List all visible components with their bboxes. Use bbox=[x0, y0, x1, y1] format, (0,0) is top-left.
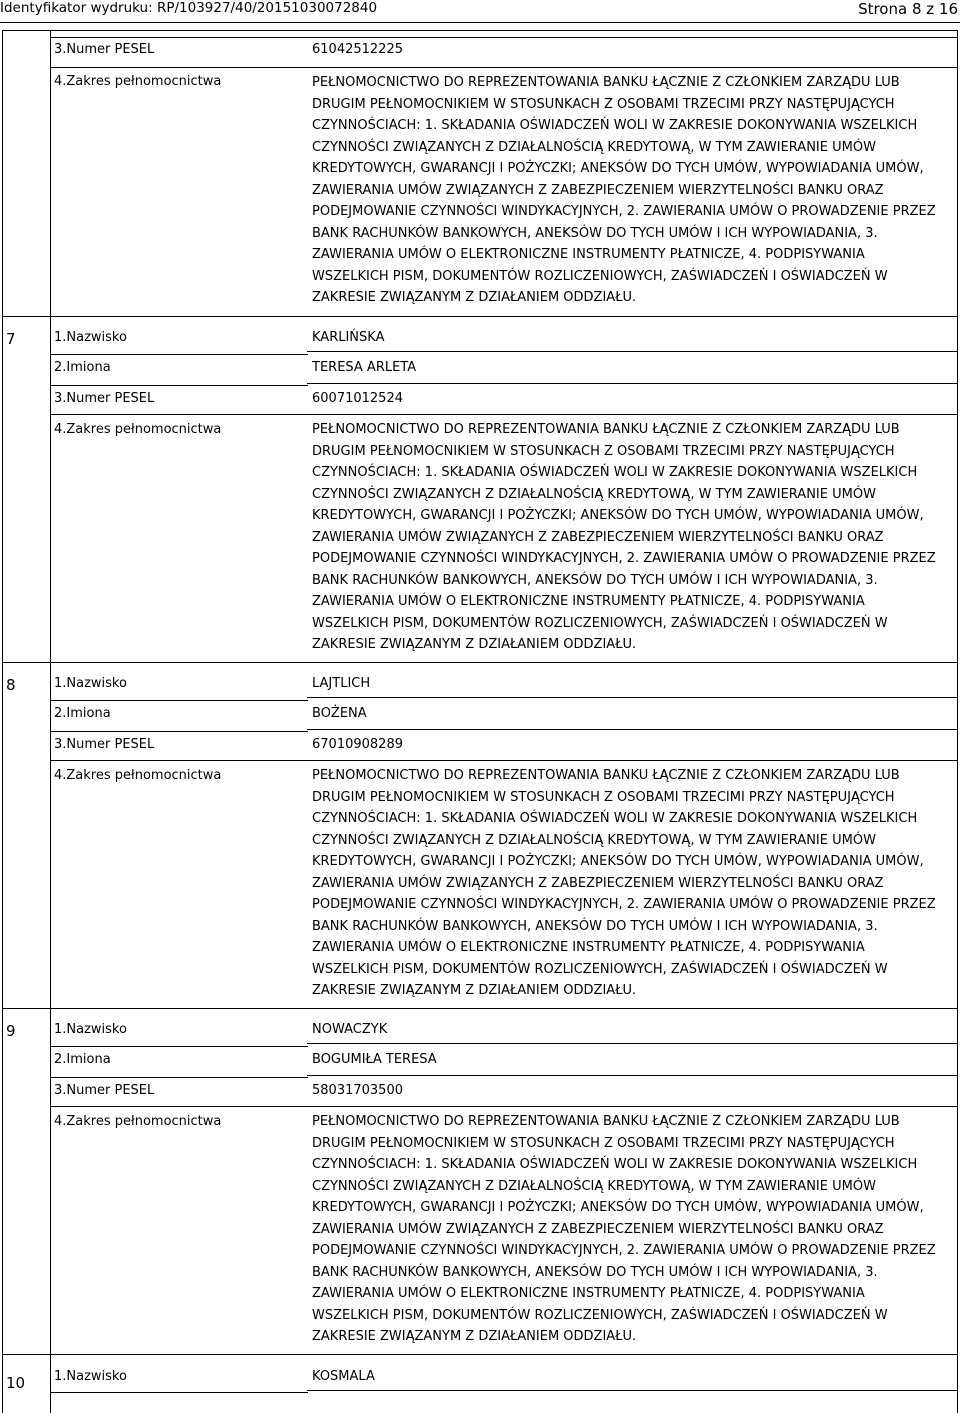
pesel-label: 3.Numer PESEL bbox=[54, 42, 155, 57]
row-divider bbox=[50, 700, 308, 701]
pesel-label: 3.Numer PESEL bbox=[54, 391, 155, 406]
surname-value: KOSMALA bbox=[312, 1369, 375, 1384]
scope-label: 4.Zakres pełnomocnictwa bbox=[54, 1114, 222, 1129]
row-divider bbox=[50, 1106, 957, 1107]
pesel-value: 61042512225 bbox=[312, 42, 403, 57]
outer-right-border bbox=[957, 30, 958, 1413]
scope-text: PEŁNOMOCNICTWO DO REPREZENTOWANIA BANKU ŁĄCZNIE Z CZŁONKIEM ZARZĄDU LUB DRUGIM PEŁNOMOCNIKIEM W STOSUNKACH Z OSOBAMI TRZECIMI PRZY NASTĘPUJĄCYCH CZYNNOŚCIACH: 1. SKŁADANIA OŚWIADCZEŃ WOLI W ZAKRESIE DOKONYWANIA WSZELKICH CZYNNOŚCI ZWIĄZANYCH Z DZIAŁALNOŚCIĄ KREDYTOWĄ, W TYM ZAWIERANIE UMÓW KREDYTOWYCH, GWARANCJI I POŻYCZKI; ANEKSÓW DO TYCH UMÓW, WYPOWIADANIA UMÓW, ZAWIERANIA UMÓW ZWIĄZANYCH Z ZABEZPIECZENIEM WIERZYTELNOŚCI BANKU ORAZ PODEJMOWANIE CZYNNOŚCI WINDYKACYJNYCH, 2. ZAWIERANIA UMÓW O PROWADZENIE PRZEZ BANK RACHUNKÓW BANKOWYCH, ANEKSÓW DO TYCH UMÓW I ICH WYPOWIADANIA, 3. ZAWIERANIA UMÓW O ELEKTRONICZNE INSTRUMENTY PŁATNICZE, 4. PODPISYWANIA WSZELKICH PISM, DOKUMENTÓW ROZLICZENIOWYCH, ZAŚWIADCZEŃ I OŚWIADCZEŃ W ZAKRESIE ZWIĄZANYM Z DZIAŁANIEM ODDZIAŁU. bbox=[312, 768, 936, 998]
pesel-label: 3.Numer PESEL bbox=[54, 737, 155, 752]
value-underline bbox=[307, 729, 957, 730]
entry-separator bbox=[2, 1008, 958, 1009]
surname-label: 1.Nazwisko bbox=[54, 676, 127, 691]
surname-label: 1.Nazwisko bbox=[54, 330, 127, 345]
value-underline bbox=[307, 697, 957, 698]
surname-value: LAJTLICH bbox=[312, 676, 371, 691]
scope-label: 4.Zakres pełnomocnictwa bbox=[54, 768, 222, 783]
entry-separator bbox=[2, 316, 958, 317]
names-label: 2.Imiona bbox=[54, 1052, 111, 1067]
pesel-value: 58031703500 bbox=[312, 1083, 403, 1098]
scope-text: PEŁNOMOCNICTWO DO REPREZENTOWANIA BANKU ŁĄCZNIE Z CZŁONKIEM ZARZĄDU LUB DRUGIM PEŁNOMOCNIKIEM W STOSUNKACH Z OSOBAMI TRZECIMI PRZY NASTĘPUJĄCYCH CZYNNOŚCIACH: 1. SKŁADANIA OŚWIADCZEŃ WOLI W ZAKRESIE DOKONYWANIA WSZELKICH CZYNNOŚCI ZWIĄZANYCH Z DZIAŁALNOŚCIĄ KREDYTOWĄ, W TYM ZAWIERANIE UMÓW KREDYTOWYCH, GWARANCJI I POŻYCZKI; ANEKSÓW DO TYCH UMÓW, WYPOWIADANIA UMÓW, ZAWIERANIA UMÓW ZWIĄZANYCH Z ZABEZPIECZENIEM WIERZYTELNOŚCI BANKU ORAZ PODEJMOWANIE CZYNNOŚCI WINDYKACYJNYCH, 2. ZAWIERANIA UMÓW O PROWADZENIE PRZEZ BANK RACHUNKÓW BANKOWYCH, ANEKSÓW DO TYCH UMÓW I ICH WYPOWIADANIA, 3. ZAWIERANIA UMÓW O ELEKTRONICZNE INSTRUMENTY PŁATNICZE, 4. PODPISYWANIA WSZELKICH PISM, DOKUMENTÓW ROZLICZENIOWYCH, ZAŚWIADCZEŃ I OŚWIADCZEŃ W ZAKRESIE ZWIĄZANYM Z DZIAŁANIEM ODDZIAŁU. bbox=[312, 75, 936, 305]
names-value: BOGUMIŁA TERESA bbox=[312, 1052, 437, 1067]
page-number: Strona 8 z 16 bbox=[858, 0, 958, 18]
value-underline bbox=[307, 383, 957, 384]
entry-separator bbox=[2, 1354, 958, 1355]
row-divider bbox=[50, 385, 308, 386]
entry-number: 9 bbox=[6, 1022, 16, 1040]
names-value: BOŻENA bbox=[312, 706, 367, 721]
scope-text: PEŁNOMOCNICTWO DO REPREZENTOWANIA BANKU ŁĄCZNIE Z CZŁONKIEM ZARZĄDU LUB DRUGIM PEŁNOMOCNIKIEM W STOSUNKACH Z OSOBAMI TRZECIMI PRZY NASTĘPUJĄCYCH CZYNNOŚCIACH: 1. SKŁADANIA OŚWIADCZEŃ WOLI W ZAKRESIE DOKONYWANIA WSZELKICH CZYNNOŚCI ZWIĄZANYCH Z DZIAŁALNOŚCIĄ KREDYTOWĄ, W TYM ZAWIERANIE UMÓW KREDYTOWYCH, GWARANCJI I POŻYCZKI; ANEKSÓW DO TYCH UMÓW, WYPOWIADANIA UMÓW, ZAWIERANIA UMÓW ZWIĄZANYCH Z ZABEZPIECZENIEM WIERZYTELNOŚCI BANKU ORAZ PODEJMOWANIE CZYNNOŚCI WINDYKACYJNYCH, 2. ZAWIERANIA UMÓW O PROWADZENIE PRZEZ BANK RACHUNKÓW BANKOWYCH, ANEKSÓW DO TYCH UMÓW I ICH WYPOWIADANIA, 3. ZAWIERANIA UMÓW O ELEKTRONICZNE INSTRUMENTY PŁATNICZE, 4. PODPISYWANIA WSZELKICH PISM, DOKUMENTÓW ROZLICZENIOWYCH, ZAŚWIADCZEŃ I OŚWIADCZEŃ W ZAKRESIE ZWIĄZANYM Z DZIAŁANIEM ODDZIAŁU. bbox=[312, 1114, 936, 1344]
entry-separator bbox=[2, 662, 958, 663]
table-top-border bbox=[2, 30, 958, 31]
scope-text: PEŁNOMOCNICTWO DO REPREZENTOWANIA BANKU ŁĄCZNIE Z CZŁONKIEM ZARZĄDU LUB DRUGIM PEŁNOMOCNIKIEM W STOSUNKACH Z OSOBAMI TRZECIMI PRZY NASTĘPUJĄCYCH CZYNNOŚCIACH: 1. SKŁADANIA OŚWIADCZEŃ WOLI W ZAKRESIE DOKONYWANIA WSZELKICH CZYNNOŚCI ZWIĄZANYCH Z DZIAŁALNOŚCIĄ KREDYTOWĄ, W TYM ZAWIERANIE UMÓW KREDYTOWYCH, GWARANCJI I POŻYCZKI; ANEKSÓW DO TYCH UMÓW, WYPOWIADANIA UMÓW, ZAWIERANIA UMÓW ZWIĄZANYCH Z ZABEZPIECZENIEM WIERZYTELNOŚCI BANKU ORAZ PODEJMOWANIE CZYNNOŚCI WINDYKACYJNYCH, 2. ZAWIERANIA UMÓW O PROWADZENIE PRZEZ BANK RACHUNKÓW BANKOWYCH, ANEKSÓW DO TYCH UMÓW I ICH WYPOWIADANIA, 3. ZAWIERANIA UMÓW O ELEKTRONICZNE INSTRUMENTY PŁATNICZE, 4. PODPISYWANIA WSZELKICH PISM, DOKUMENTÓW ROZLICZENIOWYCH, ZAŚWIADCZEŃ I OŚWIADCZEŃ W ZAKRESIE ZWIĄZANYM Z DZIAŁANIEM ODDZIAŁU. bbox=[312, 422, 936, 652]
names-label: 2.Imiona bbox=[54, 360, 111, 375]
scope-label: 4.Zakres pełnomocnictwa bbox=[54, 422, 222, 437]
outer-left-border bbox=[2, 30, 3, 1413]
pesel-value: 60071012524 bbox=[312, 391, 403, 406]
row-divider bbox=[50, 354, 308, 355]
names-value: TERESA ARLETA bbox=[312, 360, 417, 375]
value-underline bbox=[307, 67, 957, 68]
row-divider bbox=[50, 37, 308, 38]
entry-number: 8 bbox=[6, 676, 16, 694]
number-column-border bbox=[50, 30, 51, 1413]
print-identifier: Identyfikator wydruku: RP/103927/40/20151030072840 bbox=[0, 0, 378, 16]
names-label: 2.Imiona bbox=[54, 706, 111, 721]
entry-number: 10 bbox=[6, 1374, 26, 1392]
value-underline bbox=[307, 1075, 957, 1076]
value-underline bbox=[307, 1390, 957, 1391]
value-underline bbox=[307, 37, 957, 38]
value-underline bbox=[307, 1043, 957, 1044]
header-divider bbox=[0, 22, 960, 23]
value-underline bbox=[307, 351, 957, 352]
row-divider bbox=[50, 414, 957, 415]
row-divider bbox=[50, 67, 308, 68]
entry-number: 7 bbox=[6, 330, 16, 348]
row-divider bbox=[50, 1077, 308, 1078]
scope-label: 4.Zakres pełnomocnictwa bbox=[54, 74, 222, 89]
row-divider bbox=[50, 731, 308, 732]
pesel-value: 67010908289 bbox=[312, 737, 403, 752]
row-divider bbox=[50, 1392, 308, 1393]
surname-value: NOWACZYK bbox=[312, 1022, 388, 1037]
surname-label: 1.Nazwisko bbox=[54, 1369, 127, 1384]
row-divider bbox=[50, 1046, 308, 1047]
row-divider bbox=[50, 760, 957, 761]
surname-value: KARLIŃSKA bbox=[312, 330, 385, 345]
surname-label: 1.Nazwisko bbox=[54, 1022, 127, 1037]
pesel-label: 3.Numer PESEL bbox=[54, 1083, 155, 1098]
